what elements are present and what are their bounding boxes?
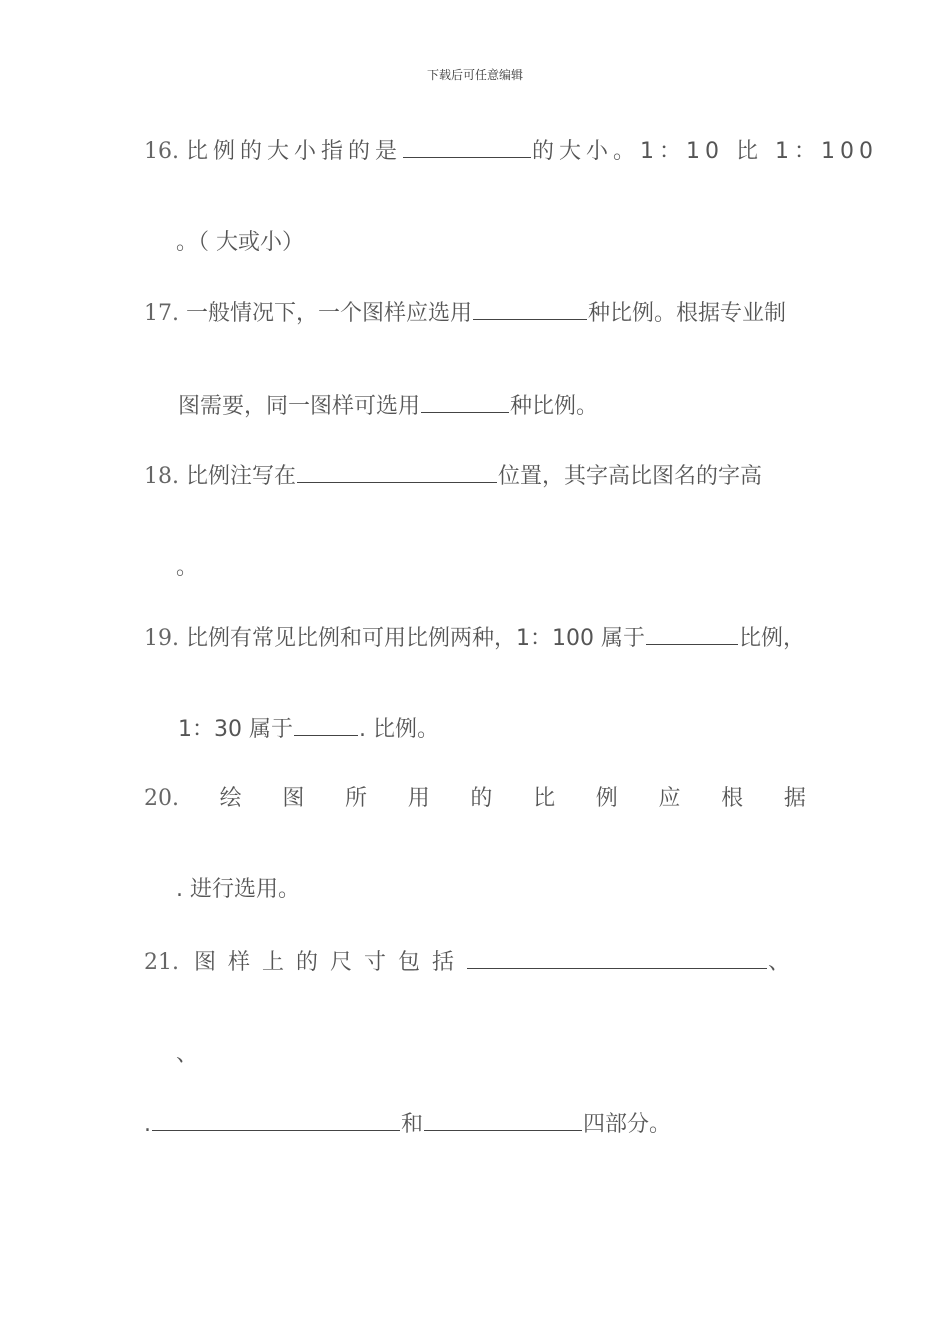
question-17-line-2 xyxy=(178,390,598,422)
question-18-line-1 xyxy=(144,460,762,492)
question-word: 根 xyxy=(721,786,744,811)
page-header: 下载后可任意编辑 xyxy=(426,68,523,82)
question-18-line-2: 。 xyxy=(176,555,199,580)
question-text: 位置，其字高比图名的字高 xyxy=(498,464,763,489)
answer-blank[interactable] xyxy=(646,622,738,645)
question-number: 17. xyxy=(144,301,179,326)
answer-blank[interactable] xyxy=(473,297,587,320)
answer-blank[interactable] xyxy=(467,946,767,969)
question-text: 种比例。根据专业制 xyxy=(588,301,787,326)
question-text: 四部分。 xyxy=(583,1112,672,1137)
question-text: 一般情况下，一个图样应选用 xyxy=(186,301,473,326)
question-text: 种比例。 xyxy=(510,394,599,419)
question-text: 比例有常见比例和可用比例两种，1：100 属于 xyxy=(186,626,645,651)
question-19-line-2 xyxy=(178,713,439,745)
answer-blank[interactable] xyxy=(403,135,531,158)
answer-blank[interactable] xyxy=(297,460,497,483)
question-16-line-2: 。（ 大或小） xyxy=(176,230,304,255)
answer-blank[interactable] xyxy=(294,713,358,736)
question-number: 16. xyxy=(144,139,179,164)
question-text: 比例， xyxy=(738,626,805,651)
question-text: 比例的大小指的是 xyxy=(186,139,403,164)
question-number: 21. xyxy=(144,950,179,975)
question-text: . xyxy=(144,1112,151,1137)
answer-blank[interactable] xyxy=(152,1108,400,1131)
question-number: 19. xyxy=(144,626,179,651)
question-text: 图需要，同一图样可选用 xyxy=(178,394,421,419)
question-text: . 比例。 xyxy=(359,717,439,742)
question-19-line-1 xyxy=(144,622,805,654)
question-word: 所 xyxy=(345,786,368,811)
answer-blank[interactable] xyxy=(421,390,509,413)
question-20-line-2: . 进行选用。 xyxy=(176,877,300,902)
question-word: 绘 xyxy=(219,786,242,811)
question-text: 1：30 属于 xyxy=(178,717,293,742)
question-word: 应 xyxy=(658,786,681,811)
question-text: 、 xyxy=(768,950,791,975)
question-number: 18. xyxy=(144,464,179,489)
question-16-line-1 xyxy=(144,135,878,167)
question-text: 图样上的尺寸包括 xyxy=(194,950,467,975)
question-word: 用 xyxy=(407,786,430,811)
question-text: 比例注写在 xyxy=(186,464,297,489)
answer-blank[interactable] xyxy=(424,1108,582,1131)
question-word: 图 xyxy=(282,786,305,811)
question-word: 据 xyxy=(783,786,806,811)
question-text: 的大小。1：10 比 1：100 xyxy=(532,139,878,164)
question-word: 例 xyxy=(595,786,618,811)
question-20-line-1 xyxy=(144,784,806,814)
question-text: 和 xyxy=(401,1112,424,1137)
question-word: 比 xyxy=(533,786,556,811)
question-21-line-3 xyxy=(144,1108,671,1140)
question-21-line-2: 、 xyxy=(176,1042,199,1067)
question-17-line-1 xyxy=(144,297,786,329)
question-word: 的 xyxy=(470,786,493,811)
question-number: 20. xyxy=(144,786,179,811)
question-21-line-1 xyxy=(144,946,790,978)
